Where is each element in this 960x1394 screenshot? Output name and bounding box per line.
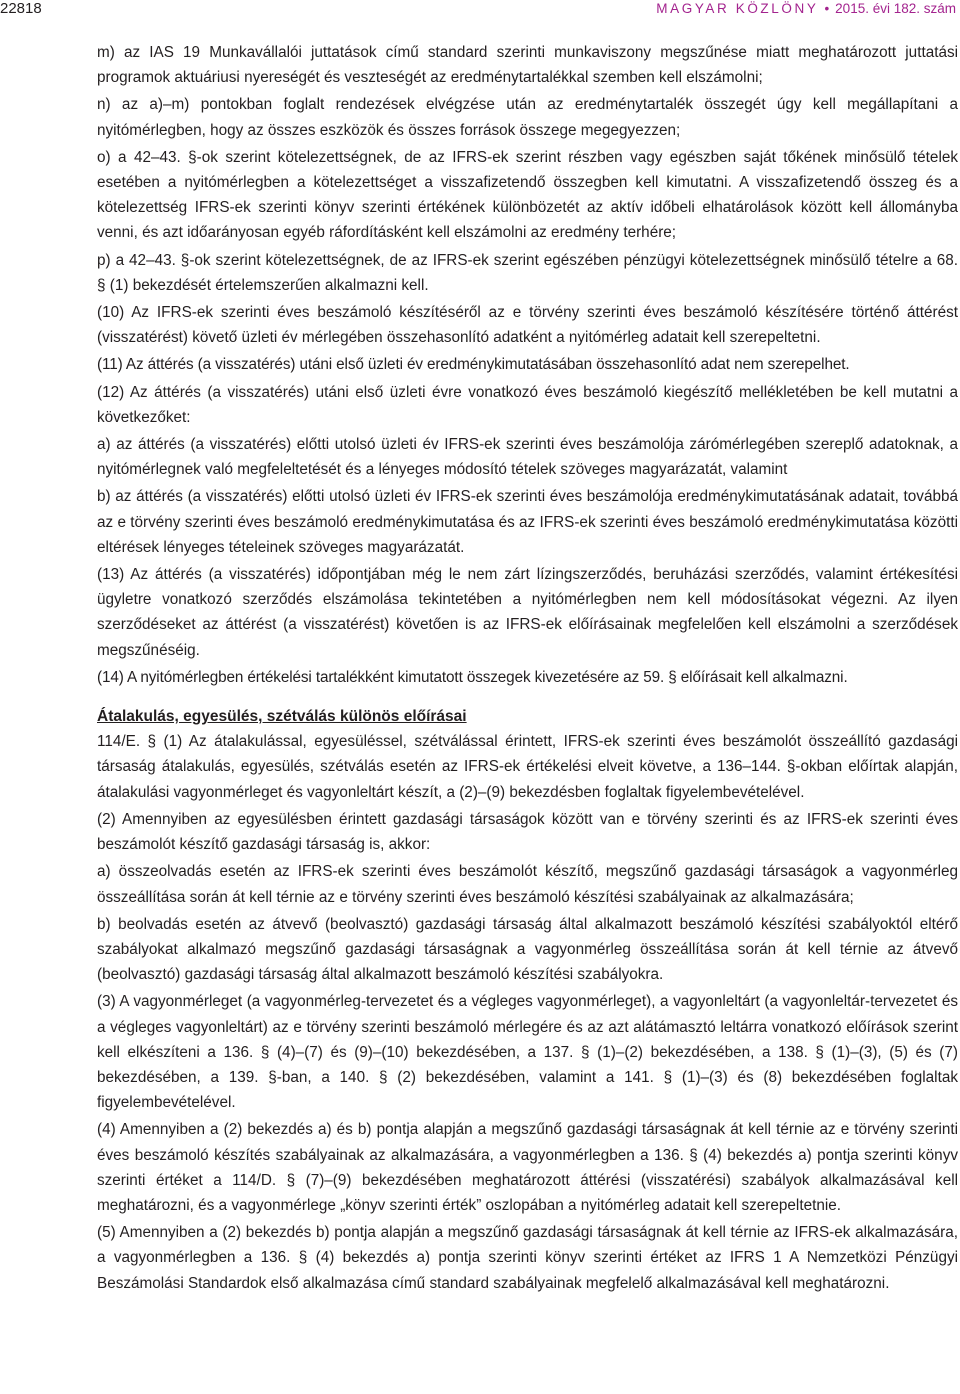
paragraph-p: p) a 42–43. §-ok szerint kötelezettségnek, de az IFRS-ek szerint egészében pénzügyi kötelezettségnek minősülő tételre a 68. § (1) bekezdését értelemszerűen alkalmazni kell.	[97, 251, 958, 294]
issue-number: 2015. évi 182. szám	[835, 1, 956, 16]
bullet-separator: •	[824, 1, 830, 16]
section-paragraph-1: 114/E. § (1) Az átalakulással, egyesüléssel, szétválással érintett, IFRS-ek szerinti éves beszámolót összeállító gazdasági társaság átalakulás, egyesülés, szétválás esetén az IFRS-ek értékelési elveit követve, a 136–144. §-okban előírtak alapján, átalakulási vagyonmérleget és vagyonleltárt készít, a (2)–(9) bekezdésben foglaltak figyelembevételével.	[97, 733, 958, 801]
journal-title: MAGYAR KÖZLÖNY	[656, 1, 819, 16]
paragraph-n: n) az a)–m) pontokban foglalt rendezések elvégzése után az eredménytartalék összegét úgy kell megállapítani a nyitómérlegben, hogy az összes eszközök és összes források összege megegyezzen;	[97, 96, 958, 139]
paragraph-11: (11) Az áttérés (a visszatérés) utáni első üzleti év eredménykimutatásában összehasonlító adat nem szerepelhet.	[97, 356, 850, 374]
paragraph-m: m) az IAS 19 Munkavállalói juttatások című standard szerinti munkaviszony megszűnése miatt meghatározott juttatási programok aktuáriusi nyereségét és veszteségét az eredménytartalékkal szemben kell elszámolni;	[97, 44, 958, 87]
section-paragraph-3: (3) A vagyonmérleget (a vagyonmérleg-tervezetet és a végleges vagyonmérleget), a vagyonleltárt (a vagyonleltár-tervezetet és a végleges vagyonleltárt) az e törvény szerinti beszámoló mérlegére és az azt alátámasztó leltárra vonatkozó előírások szerint kell elkészíteni a 136. § (4)–(7) és (9)–(10) bekezdésében, a 137. § (1)–(2) bekezdésében, a 138. § (1)–(3), (5) és (7) bekezdésében, a 139. §-ban, a 140. § (2) bekezdésében, valamint a 141. § (1)–(3) és (8) bekezdésében foglaltak figyelembevételével.	[97, 993, 958, 1112]
paragraph-10: (10) Az IFRS-ek szerinti éves beszámoló készítéséről az e törvény szerinti éves beszámoló készítésére történő áttérést (visszatérést) követő üzleti év mérlegében összehasonlító adatként a nyitómérleg adatait kell szerepeltetni.	[97, 304, 958, 347]
paragraph-12-a: a) az áttérés (a visszatérés) előtti utolsó üzleti év IFRS-ek szerinti éves beszámolója zárómérlegében szereplő adatoknak, a nyitómérlegnek való megfeleltetését és a lényeges módosító tételek szöveges magyarázatát, valamint	[97, 436, 958, 479]
page-number: 22818	[0, 0, 42, 17]
paragraph-13: (13) Az áttérés (a visszatérés) időpontjában még le nem zárt lízingszerződés, beruházási szerződés, valamint értékesítési ügyletre vonatkozó szerződés elszámolása tekintetében a nyitómérlegben nem kell módosításokat végezni. Az ilyen szerződéseket az áttérést (a visszatérést) követően is az IFRS-ek előírásainak megfelelően kell elszámolni a szerződések megszűnéséig.	[97, 566, 958, 659]
document-body	[97, 40, 958, 1298]
paragraph-12: (12) Az áttérés (a visszatérés) utáni első üzleti évre vonatkozó éves beszámoló kiegészítő mellékletében be kell mutatni a következőket:	[97, 383, 958, 426]
paragraph-14: (14) A nyitómérlegben értékelési tartalékként kimutatott összegek kivezetésére az 59. § előírásait kell alkalmazni.	[97, 668, 848, 686]
running-head	[656, 0, 956, 18]
section-heading: Átalakulás, egyesülés, szétválás különös előírásai	[97, 708, 467, 726]
paragraph-12-b: b) az áttérés (a visszatérés) előtti utolsó üzleti év IFRS-ek szerinti éves beszámolója eredménykimutatásának adatait, továbbá az e törvény szerinti éves beszámoló eredménykimutatása és az IFRS-ek szerinti éves beszámoló eredménykimutatása közötti eltérések lényeges tételeinek szöveges magyarázatát.	[97, 488, 958, 556]
section-paragraph-2-a: a) összeolvadás esetén az IFRS-ek szerinti éves beszámolót készítő, megszűnő gazdasági társaságok a vagyonmérleg összeállítása során át kell térnie az e törvény szerinti éves beszámoló készítési szabályainak az alkalmazására;	[97, 863, 958, 906]
section-paragraph-4: (4) Amennyiben a (2) bekezdés a) és b) pontja alapján a megszűnő gazdasági társaságnak át kell térnie az e törvény szerinti éves beszámoló készítés szabályainak az alkalmazására, a vagyonmérlegben a 136. § (4) bekezdés a) pontja szerinti könyv szerinti értéket a 114/D. § (7)–(9) bekezdésében meghatározott áttérési (visszatérési) szabályok alkalmazásával kell meghatározni, és a vagyonmérlege „könyv szerinti érték” oszlopában a nyitómérleg adatait kell szerepeltetnie.	[97, 1121, 958, 1214]
page-header	[0, 0, 960, 22]
section-paragraph-2-b: b) beolvadás esetén az átvevő (beolvasztó) gazdasági társaság által alkalmazott beszámoló készítési szabályoktól eltérő szabályokat alkalmazó megszűnő gazdasági társaságnak a vagyonmérleg összeállítása során át kell térnie az átvevő (beolvasztó) gazdasági társaság által alkalmazott beszámoló készítési szabályokra.	[97, 915, 958, 984]
section-paragraph-2: (2) Amennyiben az egyesülésben érintett gazdasági társaságok között van e törvény szerinti és az IFRS-ek szerinti éves beszámolót készítő gazdasági társaság is, akkor:	[97, 810, 958, 854]
section-paragraph-5: (5) Amennyiben a (2) bekezdés b) pontja alapján a megszűnő gazdasági társaságnak át kell térnie az IFRS-ek alkalmazására, a vagyonmérlegben a 136. § (4) bekezdés a) pontja szerinti könyv szerinti értéket az IFRS 1 A Nemzetközi Pénzügyi Beszámolási Standardok első alkalmazása című standard szabályainak megfelelő alkalmazásával kell meghatározni.	[97, 1224, 958, 1292]
paragraph-o: o) a 42–43. §-ok szerint kötelezettségnek, de az IFRS-ek szerint részben vagy egészben saját tőkének minősülő tételek esetében a nyitómérlegben a kötelezettséget a visszafizetendő összegben kell kimutatni. A visszafizetendő összeg és a kötelezettség IFRS-ek szerinti könyv szerinti értékének különbözetét az aktív időbeli elhatárolások között kell állományba venni, és azt időarányosan egyéb ráfordításként kell elszámolni az eredmény terhére;	[97, 148, 958, 242]
